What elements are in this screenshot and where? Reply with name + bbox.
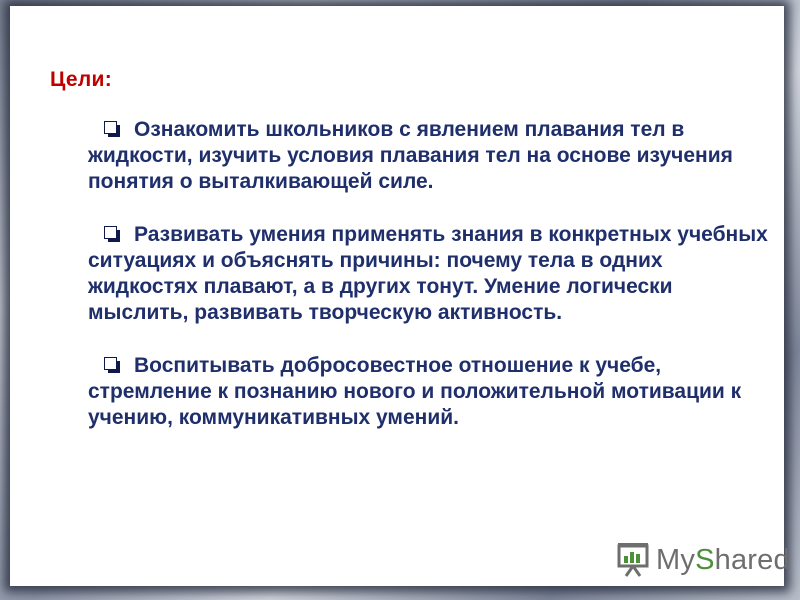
bullet-list bbox=[88, 117, 768, 458]
myshared-watermark bbox=[616, 540, 790, 580]
square-bullet-icon bbox=[104, 226, 120, 242]
presentation-board-icon bbox=[616, 542, 650, 578]
watermark-brand: MyShared bbox=[656, 543, 790, 576]
bullet-text: Ознакомить школьников с явлением плавания тел в жидкости, изучить условия плавания тел на основе изучения понятия о выталкивающей силе. bbox=[88, 118, 733, 193]
bullet-text: Развивать умения применять знания в конкретных учебных ситуациях и объяснять причины: почему тела в одних жидкостях плавают, а в других тонут. Умение логически мыслить, развивать творческую активность. bbox=[88, 223, 768, 324]
bullet-text: Воспитывать добросовестное отношение к учебе, стремление к познанию нового и положительной мотивации к учению, коммуникативных умений. bbox=[88, 354, 742, 429]
bullet-item bbox=[88, 353, 768, 431]
slide-heading: Цели: bbox=[50, 68, 113, 91]
slide bbox=[10, 6, 790, 586]
bullet-item bbox=[88, 117, 768, 195]
square-bullet-icon bbox=[104, 357, 120, 373]
square-bullet-icon bbox=[104, 121, 120, 137]
bullet-item bbox=[88, 222, 768, 326]
